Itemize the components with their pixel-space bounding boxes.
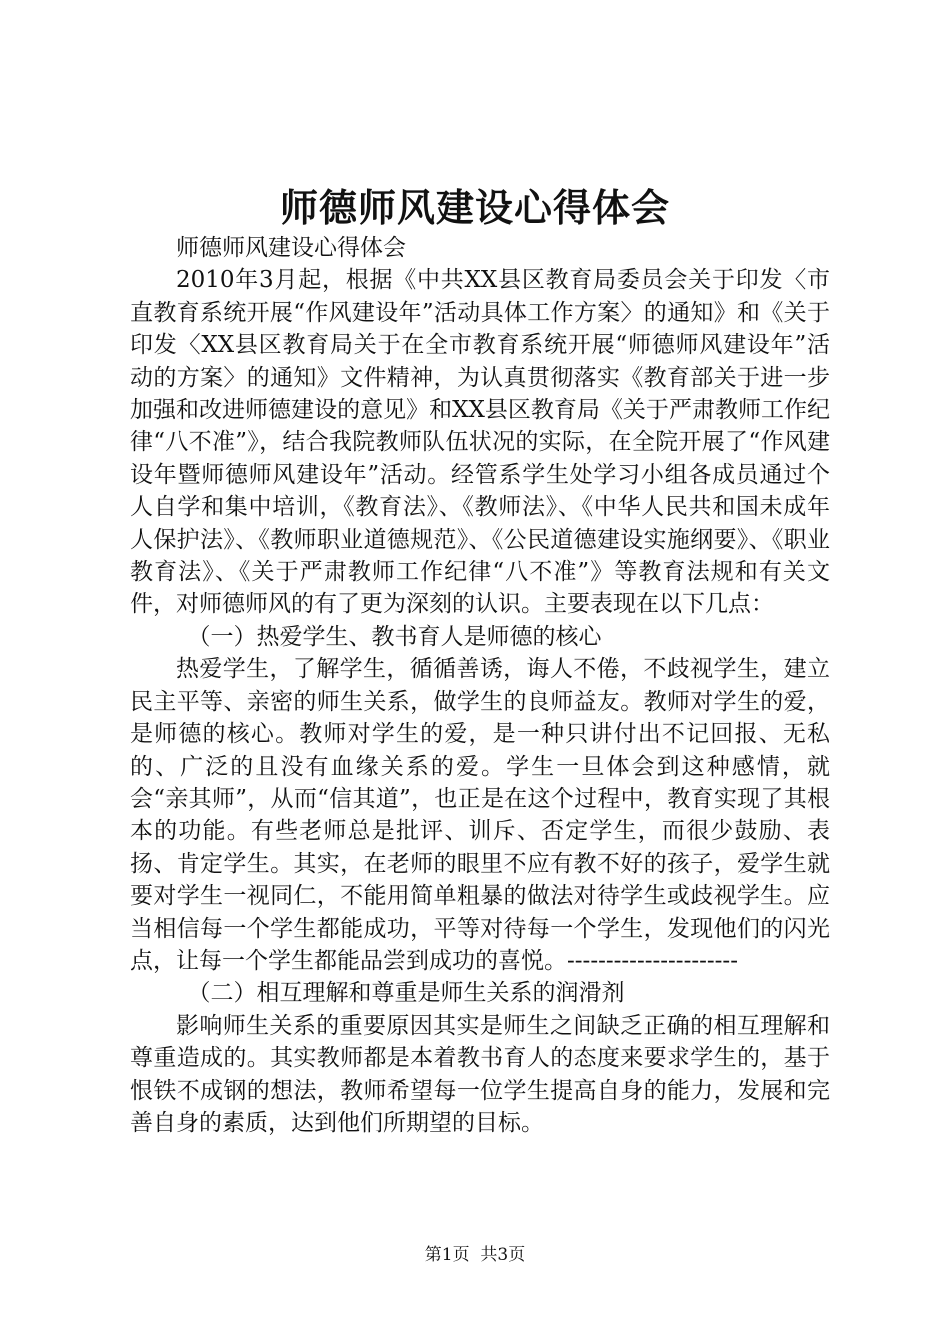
document-body	[130, 232, 830, 1139]
document-title: 师德师风建设心得体会	[279, 185, 670, 230]
page-number-footer: 第1页 共3页	[424, 1245, 526, 1265]
section-heading-1: （一）热爱学生、教书育人是师德的核心	[187, 623, 602, 650]
section-1-paragraph: 热爱学生，了解学生，循循善诱，诲人不倦，不歧视学生，建立民主平等、亲密的师生关系，做学生的良师益友。教师对学生的爱，是师德的核心。教师对学生的爱，是一种只讲付出不记回报、无私的、广泛的且没有血缘关系的爱。学生一旦体会到这种感情，就会“亲其师”，从而“信其道”，也正是在这个过程中，教育实现了其根本的功能。有些老师总是批评、训斥、否定学生，而很少鼓励、表扬、肯定学生。其实，在老师的眼里不应有教不好的孩子，爱学生就要对学生一视同仁，不能用简单粗暴的做法对待学生或歧视学生。应当相信每一个学生都能成功，平等对待每一个学生，发现他们的闪光点，让每一个学生都能品尝到成功的喜悦。----------------------	[130, 656, 830, 974]
section-heading-2: （二）相互理解和尊重是师生关系的润滑剂	[187, 980, 625, 1007]
intro-paragraph: 2010年3月起，根据《中共XX县区教育局委员会关于印发〈市直教育系统开展“作风建设年”活动具体工作方案〉的通知》和《关于印发〈XX县区教育局关于在全市教育系统开展“师德师风建设年”活动的方案〉的通知》文件精神，为认真贯彻落实《教育部关于进一步加强和改进师德建设的意见》和XX县区教育局《关于严肃教师工作纪律“八不准”》，结合我院教师队伍状况的实际，在全院开展了“作风建设年暨师德师风建设年”活动。经管系学生处学习小组各成员通过个人自学和集中培训，《教育法》、《教师法》、《中华人民共和国未成年人保护法》、《教师职业道德规范》、《公民道德建设实施纲要》、《职业教育法》、《关于严肃教师工作纪律“八不准”》等教育法规和有关文件，对师德师风的有了更为深刻的认识。主要表现在以下几点：	[130, 267, 830, 618]
section-2-paragraph: 影响师生关系的重要原因其实是师生之间缺乏正确的相互理解和尊重造成的。其实教师都是本着教书育人的态度来要求学生的，基于恨铁不成钢的想法，教师希望每一位学生提高自身的能力，发展和完善自身的素质，达到他们所期望的目标。	[130, 1012, 830, 1136]
subtitle-paragraph: 师德师风建设心得体会	[176, 235, 406, 261]
